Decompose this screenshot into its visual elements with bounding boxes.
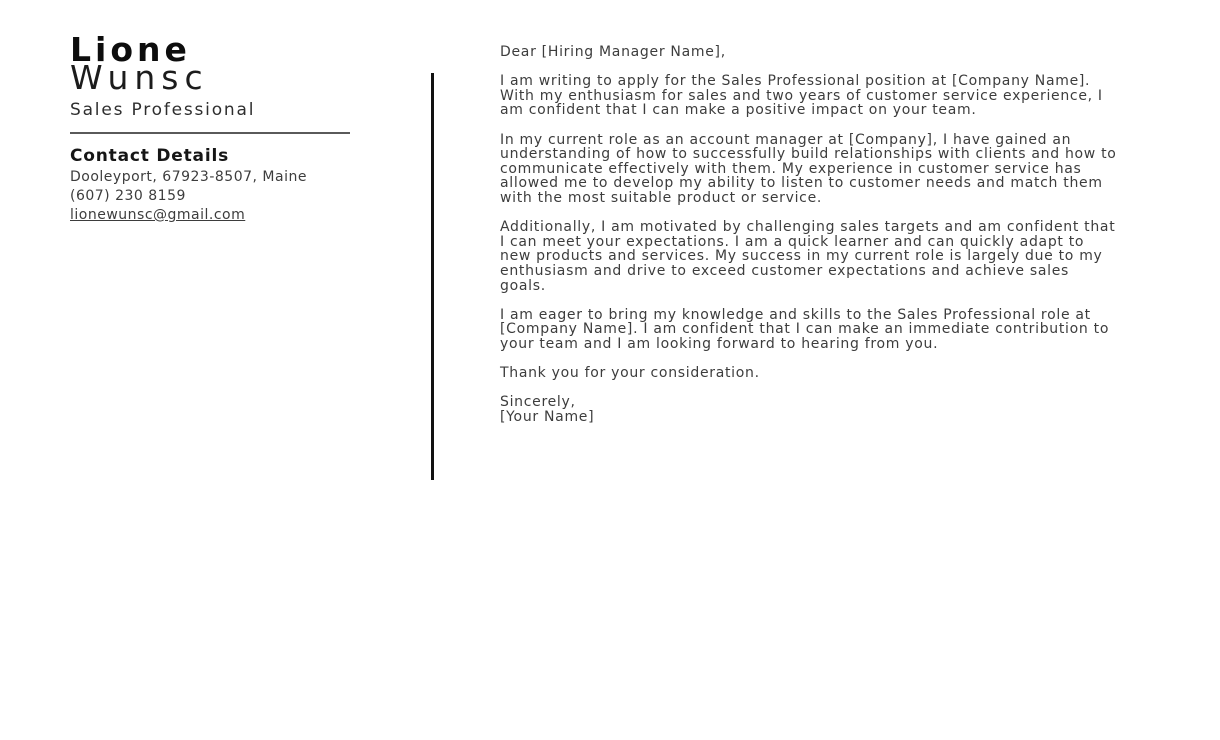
letter-body bbox=[500, 45, 1118, 439]
salutation: Dear [Hiring Manager Name], bbox=[500, 44, 726, 60]
sidebar-rule bbox=[70, 132, 350, 134]
candidate-last-name: Wunsc bbox=[70, 58, 209, 97]
letter-paragraph-3: Additionally, I am motivated by challenging sales targets and am confident that I can meet your expectations. I am a quick learner and can quickly adapt to new products and services. My success in my current role is largely due to my enthusiasm and drive to exceed customer expectations and achieve sales goals. bbox=[500, 219, 1116, 294]
closing-line: Thank you for your consideration. bbox=[500, 365, 760, 382]
letter-paragraph-1: I am writing to apply for the Sales Professional position at [Company Name]. With my enthusiasm for sales and two years of customer service experience, I am confident that I can make a positive impact on your team. bbox=[500, 73, 1103, 119]
sign-off: Sincerely, bbox=[500, 394, 576, 411]
contact-details-heading: Contact Details bbox=[70, 146, 229, 166]
sidebar bbox=[70, 30, 352, 223]
vertical-divider bbox=[431, 73, 434, 480]
sign-off-block bbox=[500, 395, 1118, 424]
phone-number: (607) 230 8159 bbox=[70, 188, 186, 204]
candidate-name bbox=[70, 30, 352, 97]
letter-paragraph-2: In my current role as an account manager at [Company], I have gained an understanding of how to successfully build relationships with clients and how to communicate effectively with them. My experience in customer service has allowed me to develop my ability to listen to customer needs and match them with the most suitable product or service. bbox=[500, 131, 1117, 206]
job-title: Sales Professional bbox=[70, 100, 256, 120]
address-text: Dooleyport, 67923-8507, Maine bbox=[70, 169, 307, 185]
email-link[interactable]: lionewunsc@gmail.com bbox=[70, 207, 246, 223]
candidate-first-name: Lione bbox=[70, 30, 191, 69]
signature-placeholder: [Your Name] bbox=[500, 408, 595, 425]
letter-paragraph-4: I am eager to bring my knowledge and skills to the Sales Professional role at [Company Name]. I am confident that I can make an immediate contribution to your team and I am looking forward to hearing from you. bbox=[500, 306, 1110, 352]
